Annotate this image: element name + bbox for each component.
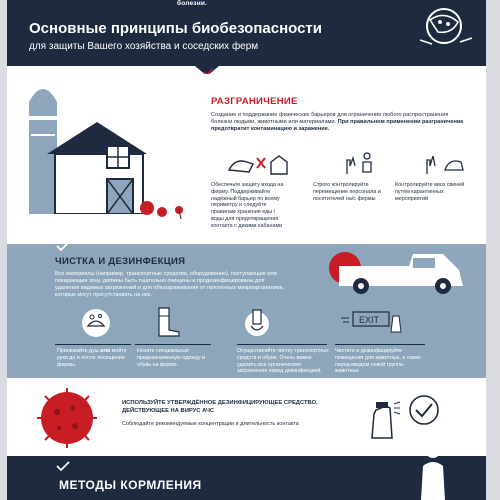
divider (335, 344, 425, 345)
feeding-title: МЕТОДЫ КОРМЛЕНИЯ (59, 478, 202, 492)
cleaning-item-4: Чистите и дезинфицируйте помещения для животных, а также перед вводом новой группы животных (335, 348, 421, 375)
handwash-icon (81, 308, 111, 338)
cleaning-description: Все материалы (например, транспортные средства, оборудование), поступающие или покидающие зону, должны быть тщательно очищены и продезинфицированы для удаления видимых загрязнений и для обеззараживания от патогенных микроорганизмов, которые могут присутствовать на них. (55, 271, 284, 298)
farmer-silhouette-icon (407, 436, 457, 500)
separation-item-2: Строго контролируйте перемещение персонала и посетителей на/с фермы (313, 182, 381, 202)
separation-description-bold: При правильном применении разграничение предотвратит контаминацию и заражение. (211, 119, 464, 132)
disinfectant-title: ИСПОЛЬЗУЙТЕ УТВЕРЖДЁННОЕ ДЕЗИНФИЦИРУЮЩЕЕ СРЕДСТВО, ДЕЙСТВУЮЩЕЕ НА ВИРУС АЧС (122, 400, 318, 414)
left-border (0, 0, 7, 500)
header-illustration (400, 0, 486, 66)
exit-spray-icon (337, 308, 407, 336)
separation-description-text: Создание и поддержание физических барьеров для ограничения любого распространения болезни людьми, животными или материалами. (211, 112, 449, 125)
cleaning-title: ЧИСТКА И ДЕЗИНФЕКЦИЯ (55, 256, 186, 267)
cleaning-section (7, 244, 486, 398)
page-title: Основные принципы биобезопасности (29, 20, 322, 37)
svg-text:EXIT: EXIT (359, 315, 380, 325)
separation-item-3: Контролируйте ввоз свиней путём карантинных мероприятий (395, 182, 465, 202)
boots-icon (153, 306, 187, 338)
boar-fence-icon (225, 150, 289, 178)
people-hand-icon (341, 150, 381, 178)
page-subtitle: для защиты Вашего хозяйства и соседских ферм (29, 41, 259, 52)
disinfectant-note: Соблюдайте рекомендуемые концентрации и длительность контакта (122, 421, 299, 427)
barn-illustration-icon (7, 74, 207, 244)
separation-description (211, 112, 469, 133)
feeding-section (7, 456, 486, 500)
virus-icon (27, 384, 117, 458)
spray-bottle-check-icon (362, 390, 452, 440)
pig-virus-illustration-icon (400, 0, 486, 66)
separation-section (7, 74, 486, 244)
separation-item-1: Обеспечьте защиту входа на ферму. Поддерживайте надёжный барьер по всему периметру и следуйте правилам хранения еды / воды для предотвращения контакта с дикими кабанами (211, 182, 284, 229)
header-top-text: болезни. (177, 0, 208, 7)
separation-title: РАЗГРАНИЧЕНИЕ (211, 96, 298, 107)
truck-illustration-icon (317, 244, 477, 304)
check-icon (55, 240, 71, 252)
cleaning-item-2: Носите специальные предназначенную одежду и обувь на ферме. (137, 348, 205, 368)
cleaning-tool-icon (241, 306, 275, 338)
cleaning-item-3: Осуществляйте чистку транспортных средств и обуви. Очень важно удалить все органические загрязнения перед дезинфекцией. (237, 348, 329, 375)
divider (55, 344, 131, 345)
divider (135, 344, 211, 345)
separation-panel (205, 92, 470, 240)
cleaning-item-1-text-end: мойте руки до и после посещения фермы. (57, 348, 127, 368)
divider (237, 344, 327, 345)
cleaning-item-1 (57, 348, 133, 368)
pig-hand-icon (423, 150, 467, 178)
cleaning-item-1-bold: или (100, 348, 111, 354)
cleaning-item-1-text: Принимайте душ (57, 348, 101, 354)
check-icon (55, 460, 71, 472)
right-border (486, 0, 500, 500)
header (7, 0, 486, 66)
